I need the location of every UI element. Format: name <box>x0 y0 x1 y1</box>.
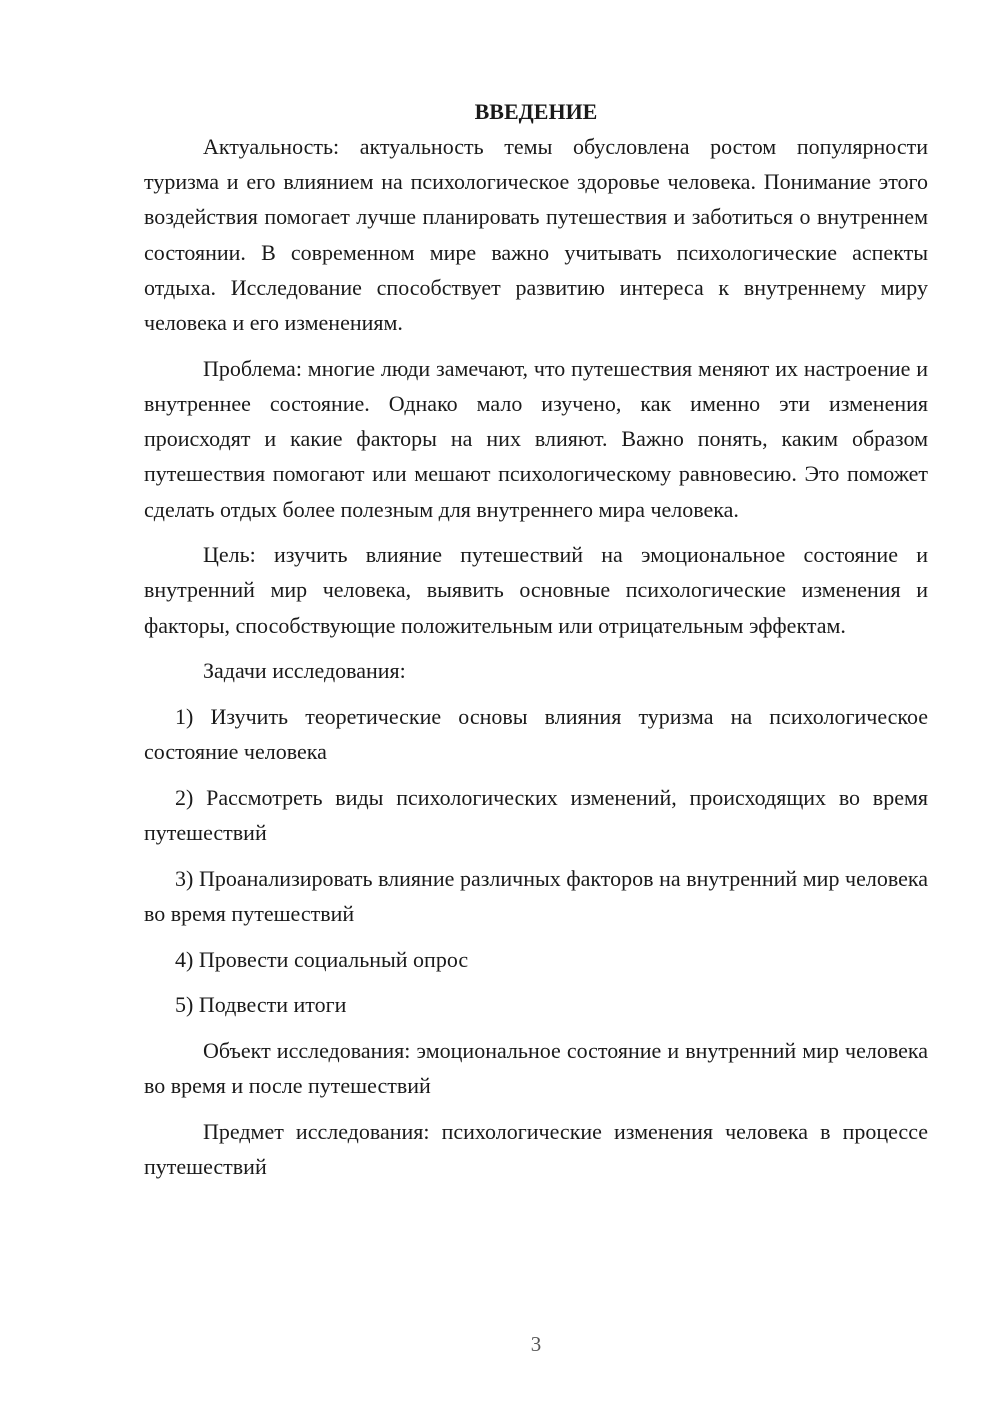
task-text: Рассмотреть виды психологических изменений, происходящих во время путешествий <box>144 784 929 846</box>
page-number: 3 <box>530 1332 542 1356</box>
task-item <box>144 699 928 769</box>
task-text: Провести социальный опрос <box>198 946 469 972</box>
task-number: 5) <box>175 992 194 1018</box>
goal-paragraph: Цель: изучить влияние путешествий на эмоциональное состояние и внутренний мир человека, выявить основные психологические изменения и факторы, способствующие положительным или отрицательным эффектам. <box>144 542 928 638</box>
task-text: Изучить теоретические основы влияния туризма на психологическое состояние человека <box>144 704 929 765</box>
task-text: Подвести итоги <box>198 992 347 1018</box>
relevance-paragraph: Актуальность: актуальность темы обусловлена ростом популярности туризма и его влиянием на психологическое здоровье человека. Понимание этого воздействия помогает лучше планировать путешествия и заботиться о внутреннем состоянии. В современном мире важно учитывать психологические аспекты отдыха. Исследование способствует развитию интереса к внутреннему миру человека и его изменениям. <box>144 134 928 336</box>
problem-paragraph: Проблема: многие люди замечают, что путешествия меняют их настроение и внутреннее состояние. Однако мало изучено, как именно эти изменения происходят и какие факторы на них влияют. Важно понять, каким образом путешествия помогают или мешают психологическому равновесию. Это поможет сделать отдых более полезным для внутреннего мира человека. <box>144 355 928 522</box>
task-number: 3) <box>175 865 194 891</box>
task-item <box>144 861 928 931</box>
tasks-heading: Задачи исследования: <box>203 658 406 684</box>
task-number: 1) <box>175 704 194 730</box>
task-item <box>144 987 928 1022</box>
section-heading: ВВЕДЕНИЕ <box>474 99 598 124</box>
task-number: 4) <box>175 946 194 972</box>
task-item <box>144 780 928 850</box>
task-number: 2) <box>175 784 194 810</box>
object-paragraph: Объект исследования: эмоциональное состояние и внутренний мир человека во время и после путешествий <box>144 1038 928 1099</box>
task-item <box>144 942 928 977</box>
subject-paragraph: Предмет исследования: психологические изменения человека в процессе путешествий <box>144 1119 928 1180</box>
task-text: Проанализировать влияние различных факторов на внутренний мир человека во время путешествий <box>144 865 928 927</box>
page-content <box>144 94 928 1195</box>
